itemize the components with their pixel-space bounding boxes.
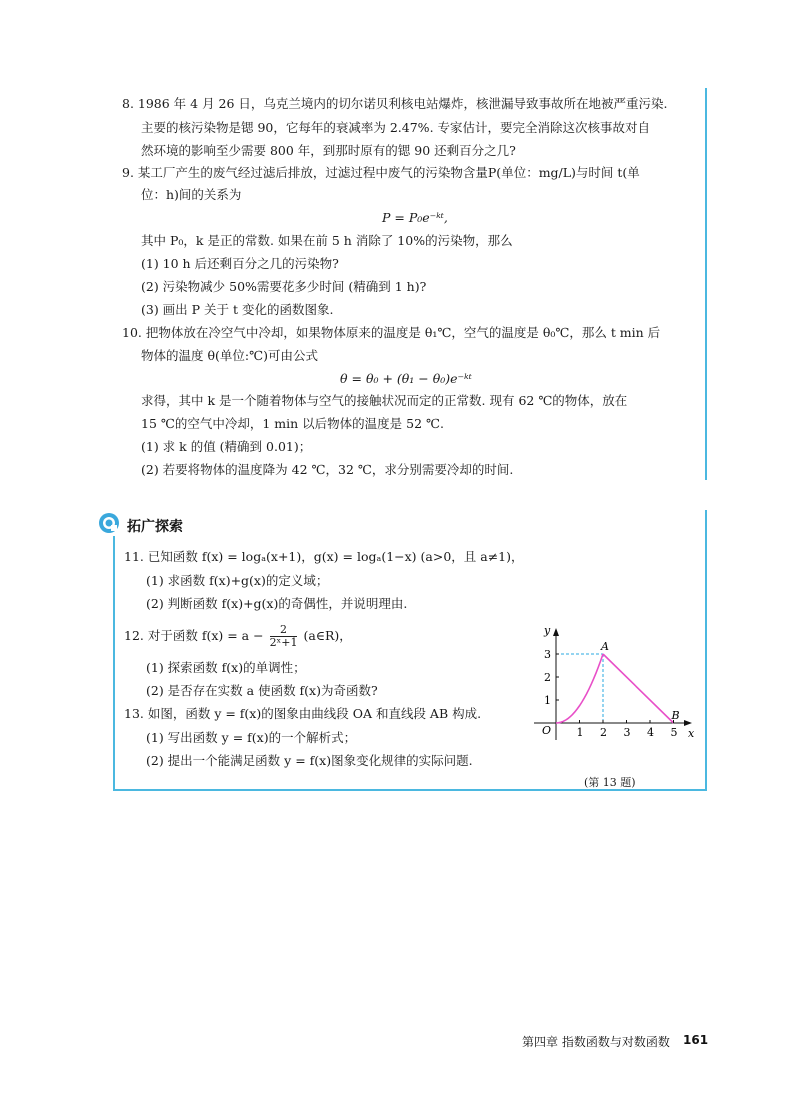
problem-12-fraction bbox=[270, 624, 298, 649]
point-b-label: B bbox=[671, 709, 680, 722]
problem-12-suffix: (a∈R)， bbox=[303, 628, 352, 643]
x-tick-5: 5 bbox=[670, 726, 678, 739]
problem-9-question-1: (1) 10 h 后还剩百分之几的污染物? bbox=[141, 256, 339, 271]
problem-13-graph bbox=[520, 620, 700, 770]
problem-12-question-1: (1) 探索函数 f(x)的单调性； bbox=[146, 660, 306, 675]
section-icon bbox=[98, 512, 120, 534]
bottom-frame-left bbox=[113, 536, 115, 791]
problem-13-question-2: (2) 提出一个能满足函数 y = f(x)图象变化规律的实际问题. bbox=[146, 753, 473, 768]
problem-10-question-1: (1) 求 k 的值 (精确到 0.01)； bbox=[141, 439, 312, 454]
problem-12-line-1 bbox=[124, 624, 352, 649]
problem-11-question-2: (2) 判断函数 f(x)+g(x)的奇偶性，并说明理由. bbox=[146, 596, 408, 611]
bottom-frame-right bbox=[705, 510, 707, 791]
problem-12-question-2: (2) 是否存在实数 a 使函数 f(x)为奇函数? bbox=[146, 683, 378, 698]
problem-13-question-1: (1) 写出函数 y = f(x)的一个解析式； bbox=[146, 730, 357, 745]
problem-11-question-1: (1) 求函数 f(x)+g(x)的定义域； bbox=[146, 573, 329, 588]
problem-9-question-2: (2) 污染物减少 50%需要花多少时间 (精确到 1 h)? bbox=[141, 279, 427, 294]
section-title: 拓广探索 bbox=[127, 519, 183, 535]
segment-ab bbox=[603, 654, 674, 723]
x-axis-arrow bbox=[684, 720, 692, 726]
origin-label: O bbox=[542, 724, 552, 737]
y-tick-1: 1 bbox=[544, 694, 551, 707]
problem-12-prefix: 12. 对于函数 f(x) = a − bbox=[124, 628, 264, 643]
footer-chapter: 第四章 指数函数与对数函数 bbox=[522, 1035, 670, 1049]
problem-10-line-3: 求得，其中 k 是一个随着物体与空气的接触状况而定的正常数. 现有 62 ℃的物体，放在 bbox=[141, 393, 628, 408]
problem-10-question-2: (2) 若要将物体的温度降为 42 ℃，32 ℃，求分别需要冷却的时间. bbox=[141, 462, 514, 477]
problem-8-line-3: 然环境的影响至少需要 800 年，到那时原有的锶 90 还剩百分之几? bbox=[141, 143, 516, 158]
problem-10-formula: θ = θ₀ + (θ₁ − θ₀)e⁻ᵏᵗ bbox=[340, 371, 472, 386]
problem-12-fraction-denominator: 2ˣ+1 bbox=[269, 636, 298, 649]
y-tick-2: 2 bbox=[544, 671, 551, 684]
problem-11-line-1: 11. 已知函数 f(x) = logₐ(x+1)，g(x) = logₐ(1−x) (a>0，且 a≠1)， bbox=[124, 549, 524, 564]
problem-10-line-4: 15 ℃的空气中冷却，1 min 以后物体的温度是 52 ℃. bbox=[141, 416, 444, 431]
x-axis-label: x bbox=[688, 727, 695, 740]
x-tick-1: 1 bbox=[576, 726, 584, 739]
problem-12-fraction-numerator: 2 bbox=[280, 623, 287, 636]
figure-caption: (第 13 题) bbox=[584, 776, 636, 789]
page-number: 161 bbox=[683, 1033, 709, 1047]
curve-oa bbox=[556, 654, 603, 723]
problem-13-line-1: 13. 如图，函数 y = f(x)的图象由曲线段 OA 和直线段 AB 构成. bbox=[124, 706, 482, 721]
problem-10-line-2: 物体的温度 θ(单位:℃)可由公式 bbox=[141, 348, 318, 363]
problem-10-line-1: 10. 把物体放在冷空气中冷却，如果物体原来的温度是 θ₁℃，空气的温度是 θ₀℃，那么 t min 后 bbox=[122, 325, 661, 340]
x-tick-4: 4 bbox=[647, 726, 654, 739]
y-tick-labels bbox=[544, 648, 559, 707]
y-axis-arrow bbox=[553, 628, 559, 636]
x-tick-2: 2 bbox=[600, 726, 607, 739]
y-tick-3: 3 bbox=[544, 648, 551, 661]
problem-9-formula: P = P₀e⁻ᵏᵗ, bbox=[382, 210, 448, 225]
problem-9-question-3: (3) 画出 P 关于 t 变化的函数图象. bbox=[141, 302, 334, 317]
problem-8-line-1: 8. 1986 年 4 月 26 日，乌克兰境内的切尔诺贝利核电站爆炸，核泄漏导致事故所在地被严重污染. bbox=[122, 96, 668, 111]
problem-8-line-2: 主要的核污染物是锶 90，它每年的衰减率为 2.47%. 专家估计，要完全消除这次核事故对自 bbox=[141, 120, 651, 135]
problem-9-line-2: 位：h)间的关系为 bbox=[141, 187, 242, 202]
point-a-label: A bbox=[601, 640, 609, 653]
problem-9-line-3: 其中 P₀，k 是正的常数. 如果在前 5 h 消除了 10%的污染物，那么 bbox=[141, 233, 513, 248]
top-margin-rule bbox=[705, 88, 707, 480]
x-tick-3: 3 bbox=[623, 726, 631, 739]
y-axis-label: y bbox=[544, 624, 551, 637]
problem-9-line-1: 9. 某工厂产生的废气经过滤后排放，过滤过程中废气的污染物含量P(单位：mg/L)与时间 t(单 bbox=[122, 165, 640, 180]
